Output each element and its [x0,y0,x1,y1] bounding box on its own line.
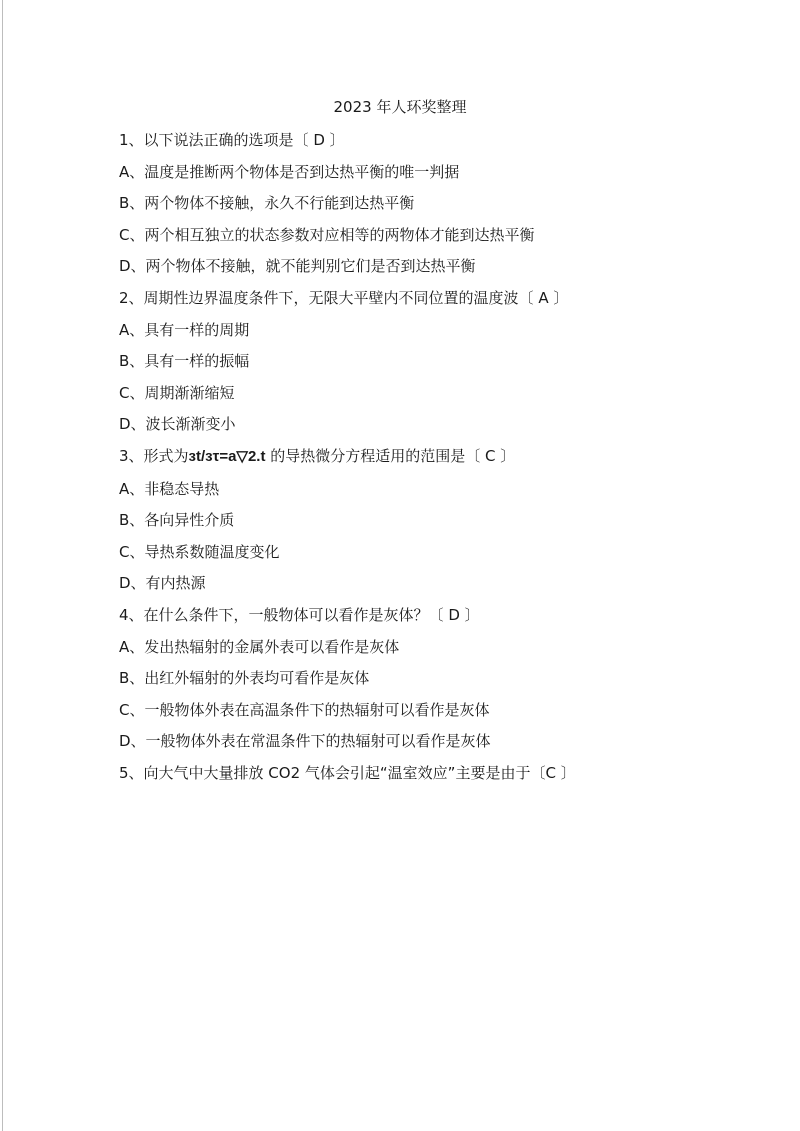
question-5-stem [119,762,739,784]
question-3-option-a: A、非稳态导热 [119,479,220,498]
question-4-option-a: A、发出热辐射的金属外表可以看作是灰体 [119,637,400,656]
question-2-option-c: C、周期渐渐缩短 [119,383,235,402]
question-2-text: 2、周期性边界温度条件下，无限大平壁内不同位置的温度波 [119,288,519,307]
question-3-answer: 〔 C 〕 [465,446,516,465]
question-3-stem [119,445,739,468]
question-1-option-c: C、两个相互独立的状态参数对应相等的两物体才能到达热平衡 [119,225,535,244]
question-3-option-d: D、有内热源 [119,574,206,593]
question-1-option-a: A、温度是推断两个物体是否到达热平衡的唯一判据 [119,162,460,181]
question-1-answer: 〔 D 〕 [293,131,345,149]
question-1-option-d: D、两个物体不接触，就不能判别它们是否到达热平衡 [119,257,476,276]
question-3-formula: ɜt/ɜτ=a▽2.t [188,447,266,465]
question-list [119,129,739,793]
question-3-text-after: 的导热微分方程适用的范围是 [265,446,466,465]
question-5-text: 5、向大气中大量排放 CO2 气体会引起“温室效应”主要是由于 [119,763,531,782]
question-2-option-b: B、具有一样的振幅 [119,352,250,371]
question-5-answer: 〔C 〕 [530,763,576,782]
question-1-text: 1、以下说法正确的选项是 [119,131,294,149]
question-3-text: 3、形式为 [119,446,189,465]
question-2-option-d: D、波长渐渐变小 [119,415,236,434]
question-4-option-b: B、出红外辐射的外表均可看作是灰体 [119,669,370,688]
question-2-answer: 〔 A 〕 [518,288,569,307]
question-3-option-c: C、导热系数随温度变化 [119,542,280,561]
question-4-option-c: C、一般物体外表在高温条件下的热辐射可以看作是灰体 [119,700,490,719]
question-4-answer: 〔 D 〕 [428,605,480,624]
document-title: 2023 年人环奖整理 [333,98,467,116]
question-1-stem [119,129,739,151]
question-4-text: 4、在什么条件下，一般物体可以看作是灰体？ [119,605,429,624]
page-left-border [2,0,3,1131]
question-2-stem [119,287,739,309]
question-1-option-b: B、两个物体不接触，永久不行能到达热平衡 [119,194,415,213]
question-4-option-d: D、一般物体外表在常温条件下的热辐射可以看作是灰体 [119,732,491,751]
question-2-option-a: A、具有一样的周期 [119,320,250,339]
question-3-option-b: B、各向异性介质 [119,511,235,530]
question-4-stem [119,604,739,626]
